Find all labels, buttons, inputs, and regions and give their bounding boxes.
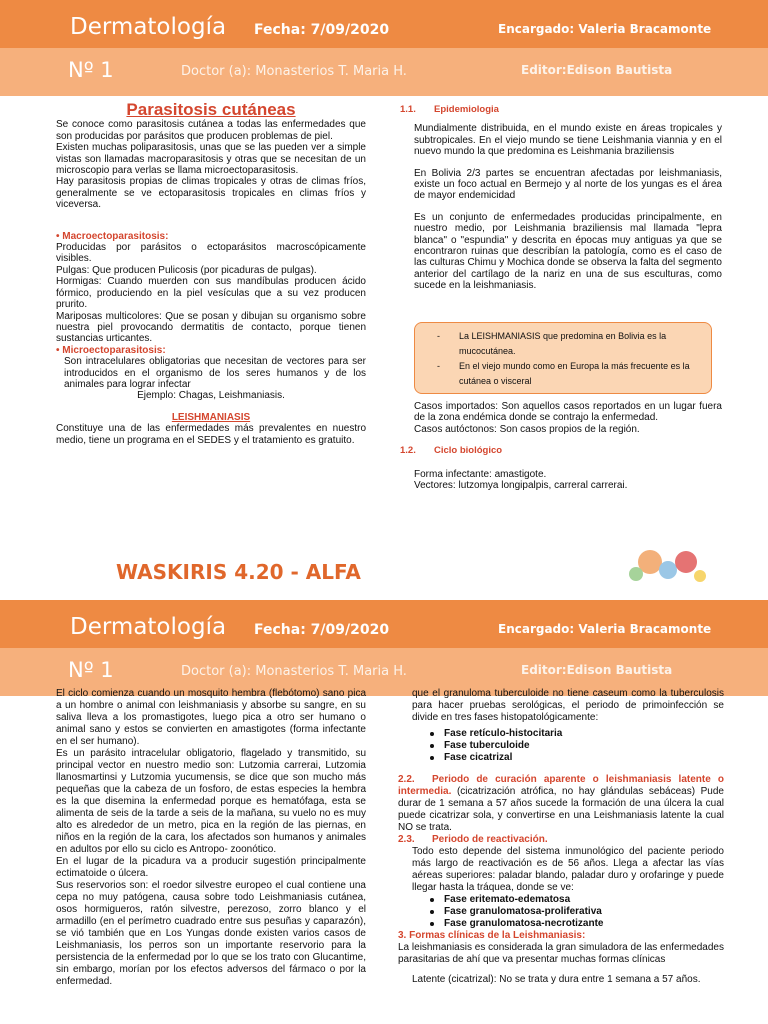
macro-label: • Macroectoparasitosis:: [56, 230, 169, 242]
intro-paragraph-3: Hay parasitosis propias de climas tropicales y otras de climas fríos, generalmente se ve ectoparasitosis tropicales en climas fríos y viceversa.: [56, 176, 366, 211]
section-2-2: 2.2. Periodo de curación aparente o leishmaniasis latente o intermedia. (cicatrización atrófica, no hay glándulas sebáceas) Pude durar de 1 semana a 57 años sucede la formación de una úlcera la cual puede cicatrizar sola, y convertirse en una Leishmaniasis latente la cual NO se trata.: [398, 774, 724, 833]
header-editor: Editor:Edison Bautista: [521, 63, 673, 77]
fase-item: Fase eritemato-edematosa: [428, 894, 724, 906]
page1-right-lower: [400, 401, 722, 492]
latente-text: Latente (cicatrizal): No se trata y dura entre 1 semana a 57 años.: [412, 974, 701, 985]
header-bar-top-2: [0, 600, 768, 648]
header-bar-bottom: [0, 48, 768, 96]
header-bar-top: [0, 0, 768, 48]
page2-left-column: [56, 688, 366, 988]
fase-item: Fase granulomatosa-necrotizante: [428, 918, 724, 930]
header-title-2: Dermatología: [70, 614, 227, 640]
section-3-text: La leishmaniasis es considerada la gran simuladora de las enfermedades parasitarias de ahí que va presentar muchas formas clínicas: [398, 942, 724, 965]
fase-item: Fase cicatrizal: [428, 752, 724, 764]
intro-paragraph-1: Se conoce como parasitosis cutánea a todas las enfermedades que son producidas por parásitos que producen problemas de piel.: [56, 119, 366, 142]
epidemiology-paragraph-2: En Bolivia 2/3 partes se encuentran afectadas por leishmaniasis, existe un foco actual en Bermejo y al norte de los yungas es el área de mayor endemicidad: [414, 167, 722, 202]
parasito-paragraph: Es un parásito intracelular obligatorio, flagelado y transmitido, su principal vector en nuestro medio son: Lutzomia carrerai, Lutzomia llanosmartinsi y Lutzomia yucumensis, se dice que son mucho más pequeñas que la cabeza de un fosforo, de estas especies la hembra es la que disemina la enfermedad porque es hematófaga, esta se alimenta de seis de la tarde a seis de la mañana, su vuelo no es muy alto es alrededor de un metro, pica en la región de las piernas, en niños en la región de la cara, los afectados son humanos y animales en adultos por ello su ciclo es Antropo- zoonótico.: [56, 748, 366, 855]
section-1-1-heading: 1.1. Epidemiologia: [400, 104, 499, 115]
header-editor-2: Editor:Edison Bautista: [521, 663, 673, 677]
header-encargado-2: Encargado: Valeria Bracamonte: [498, 622, 712, 636]
intro-paragraph-2: Existen muchas poliparasitosis, unas que se las pueden ver a simple vistas son llamadas macroparasitosis y otras que se necesitan de un microscopio para verlas se llama microectoparasitosis.: [56, 142, 366, 177]
pulgas-text: Pulgas: Que producen Pulicosis (por picaduras de pulgas).: [56, 264, 317, 276]
forma-infectante: Forma infectante: amastigote.: [414, 468, 547, 480]
casos-autoctonos: Casos autóctonos: Son casos propios de la región.: [414, 423, 640, 435]
micro-text: Son intracelulares obligatorias que necesitan de vectores para ser introducidos en el organismo de los seres humanos y de los animales para lograr infectar: [64, 356, 366, 390]
callout-item-1: - La LEISHMANIASIS que predomina en Bolivia es la mucocutánea.: [437, 329, 697, 359]
ciclo-paragraph: El ciclo comienza cuando un mosquito hembra (flebótomo) sano pica a un hombre o animal con leishmaniasis y absorbe su sangre, en su saliva lleva a los promastigotes, luego pica a otro ser humano o animal sano y estos se convierten en amastigotes (forma infectante en el ser humano).: [56, 688, 366, 747]
micro-label: • Microectoparasitosis:: [56, 344, 166, 356]
fase-item: Fase tuberculoide: [428, 740, 724, 752]
section-3-heading: 3. Formas clínicas de la Leishmaniasis:: [398, 930, 586, 941]
casos-importados: Casos importados: Son aquellos casos reportados en un lugar fuera de la zona endémica donde se contrajo la enfermedad.: [414, 401, 722, 424]
vectores: Vectores: lutzomya longipalpis, carreral carrerai.: [414, 480, 628, 492]
header-encargado: Encargado: Valeria Bracamonte: [498, 22, 712, 36]
header-date-2: Fecha: 7/09/2020: [254, 622, 390, 638]
callout-item-2: - En el viejo mundo como en Europa la más frecuente es la cutánea o visceral: [437, 359, 697, 389]
fase-item: Fase retículo-histocitaria: [428, 728, 724, 740]
page2-right-column: [398, 688, 724, 986]
mariposas-text: Mariposas multicolores: Que se posan y dibujan su organismo sobre nuestra piel provocando dermatitis de contacto, porque tienen sustancias urticantes.: [56, 310, 366, 345]
picadura-paragraph: En el lugar de la picadura va a producir sugestión principalmente ectimatoide o úlcera.: [56, 856, 366, 879]
page1-right-column: [400, 104, 722, 292]
page1-left-column: [56, 100, 366, 446]
leishmaniasis-heading: LEISHMANIASIS: [171, 411, 251, 423]
leishmaniasis-text: Constituye una de las enfermedades más prevalentes en nuestro medio, tiene un programa en el SEDES y el tratamiento es gratuito.: [56, 423, 366, 446]
section-2-3-text: Todo esto depende del sistema inmunológico del paciente periodo más largo de reactivación es de 56 años. Llega a afectar las vías aéreas superiores: paladar blando, paladar duro y orofaringe y puede llegar hasta la tráquea, donde se ve:: [412, 846, 724, 893]
header-number-2: Nº 1: [68, 658, 114, 682]
header-title: Dermatología: [70, 14, 227, 40]
page-title: Parasitosis cutáneas: [126, 100, 296, 119]
brand-text: WASKIRIS 4.20 - ALFA: [116, 560, 361, 584]
page-2: [0, 600, 768, 1024]
decorative-illustration: [500, 540, 710, 600]
epidemiology-paragraph-3: Es un conjunto de enfermedades producidas principalmente, en nuestro medio, por Leishmania braziliensis mal llamada "lepra blanca" o "espundia" y descrita en épocas muy antiguas ya que se encontraron ruinas que describían la patología, como es el caso de las culturas Chimu y Mochica donde se observa la falta del segmento anterior del cartílago de la nariz en una de sus esculturas, como sucede en la leishmaniasis.: [414, 211, 722, 292]
reservorios-paragraph: Sus reservorios son: el roedor silvestre europeo el cual contiene una cepa no muy patógena, causa sobre todo Leishmaniasis cutánea, osos hormigueros, ratón silvestre, perezoso, zorro blanco y el armadillo (en el perímetro cuadrado entre sus pesuñas y caparazón), se vió también que en Los Yungas donde existen varios casos de Leishmaniasis, los perros son un importante reservorio para la persistencia de la enfermedad por lo que se los trato con Glucantime, sin embargo, morían por los efectos adversos del fármaco o por la enfermedad.: [56, 880, 366, 987]
macro-text: Producidas por parásitos o ectoparásitos macroscópicamente visibles.: [56, 242, 366, 265]
header-number: Nº 1: [68, 58, 114, 82]
granuloma-paragraph: que el granuloma tuberculoide no tiene caseum como la tuberculosis para hacer pruebas serológicas, el periodo de primoinfección se divide en tres fases histopatológicamente:: [412, 688, 724, 723]
epidemiology-paragraph-1: Mundialmente distribuida, en el mundo existe en áreas tropicales y subtropicales. En el viejo mundo se tiene Leishmania viannia y en el nuevo mundo la que predomina es Leishmania braziliensis: [414, 123, 722, 158]
header-doctor-2: Doctor (a): Monasterios T. Maria H.: [181, 664, 407, 679]
fases-list-2: [398, 894, 724, 930]
callout-box: [414, 322, 712, 394]
header-date: Fecha: 7/09/2020: [254, 22, 390, 38]
section-2-3-heading: 2.3. Periodo de reactivación.: [398, 834, 548, 845]
micro-example: Ejemplo: Chagas, Leishmaniasis.: [137, 390, 285, 402]
header-doctor: Doctor (a): Monasterios T. Maria H.: [181, 64, 407, 79]
hormigas-text: Hormigas: Cuando muerden con sus mandíbulas producen ácido fórmico, produciendo en la piel vesículas que a su vez producen prurito.: [56, 276, 366, 311]
section-1-2-heading: 1.2. Ciclo biológico: [400, 445, 503, 457]
fase-item: Fase granulomatosa-proliferativa: [428, 906, 724, 918]
fases-list: [398, 728, 724, 764]
